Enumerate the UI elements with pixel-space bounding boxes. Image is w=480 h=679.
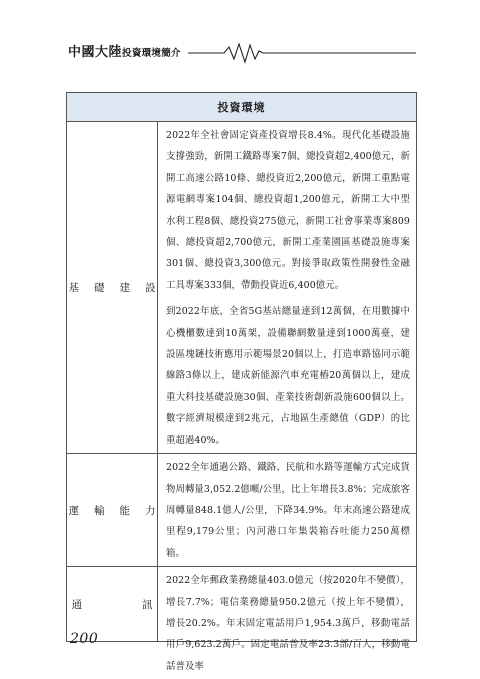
row-label — [67, 454, 171, 566]
heartbeat-line-icon — [188, 40, 416, 64]
paragraph: 2022全年郵政業務總量403.0億元（按2020年不變價），增長7.7%；電信業務總量950.2億元（按上年不變價），增長20.2%。年末固定電話用戶1,954.3萬戶，移動電話用戶9,623.2萬戶。固定電話普及率23.3部/百人，移動電話普及率 — [166, 575, 410, 672]
row-content — [158, 454, 417, 566]
row-content — [158, 122, 417, 453]
row-content — [158, 567, 417, 672]
table-row-transport — [67, 454, 417, 567]
investment-environment-table — [66, 92, 417, 672]
table-title-row — [67, 93, 417, 122]
row-label-text: 基礎建設 — [68, 282, 171, 295]
row-label — [67, 122, 171, 453]
page-number: 200 — [70, 631, 99, 647]
table-row-telecom — [67, 567, 417, 672]
row-label-text: 通訊 — [71, 598, 213, 611]
row-label-text: 運輸能力 — [68, 504, 171, 517]
running-header — [68, 40, 416, 64]
paragraph: 到2022年底，全省5G基站總量達到12萬個，在用數據中心機櫃數達到10萬架，設備聯網數量達到1000萬臺，建設區塊鏈技術應用示範場景20個以上，打造車路協同示範線路3條以上，建成新能源汽車充電樁20萬個以上，建成重大科技基礎設施30個、產業技術創新設施600個以上。數字經濟規模達到2兆元，占地區生產總值（GDP）的比重超過40%。 — [166, 306, 410, 446]
table-row-infrastructure — [67, 122, 417, 454]
table-title: 投資環境 — [217, 101, 266, 114]
header-title-sub: 投資環境簡介 — [122, 48, 181, 59]
header-title — [68, 44, 181, 61]
paragraph: 2022年全社會固定資產投資增長8.4%。現代化基礎設施支撐強勁，新開工鐵路專案7個、總投資超2,400億元，新開工高速公路10條、總投資近2,200億元，新開工重點電源電網專案104個、總投資超1,200億元，新開工大中型水利工程8個、總投資275億元，新開工社會事業專案809個、總投資超2,700億元，新開工產業園區基礎設施專案301個、總投資3,300億元。對接爭取政策性開發性金融工具專案333個，帶動投資近6,400億元。 — [166, 130, 410, 291]
header-title-main: 中國大陸 — [68, 45, 123, 60]
paragraph: 2022全年通過公路、鐵路、民航和水路等運輸方式完成貨物周轉量3,052.2億噸/公里，比上年增長3.8%；完成旅客周轉量848.1億人/公里，下降34.9%。年末高速公路建成里程9,179公里；內河港口年集裝箱吞吐能力250萬標箱。 — [166, 462, 410, 559]
